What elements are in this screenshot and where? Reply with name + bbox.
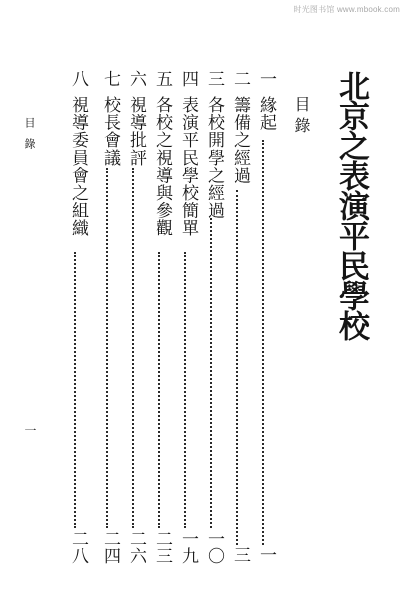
dot-leader [210, 218, 212, 528]
entry-number: 八 [68, 70, 88, 87]
entry-page-number: 二八 [68, 530, 88, 564]
entry-number: 五 [152, 70, 172, 87]
dot-leader [236, 190, 238, 545]
entry-label: 各校之視導與參觀 [152, 96, 172, 237]
entry-page-number: 一〇 [204, 530, 224, 564]
entry-page-number: 二四 [100, 530, 120, 564]
book-title: 北京之表演平民學校 [333, 70, 369, 340]
entry-label: 表演平民學校簡單 [178, 96, 198, 237]
folio-page-number: 一 [23, 424, 37, 436]
entry-number: 六 [126, 70, 146, 87]
dot-leader [184, 252, 186, 528]
entry-number: 三 [204, 70, 224, 87]
toc-heading: 目錄 [292, 96, 311, 138]
entry-page-number: 二三 [152, 530, 172, 564]
entry-page-number: 三 [230, 546, 250, 563]
dot-leader [106, 168, 108, 528]
dot-leader [132, 168, 134, 528]
entry-number: 四 [178, 70, 198, 87]
toc-entry [200, 70, 224, 564]
toc-entry [174, 70, 198, 564]
entry-page-number: 一 [256, 546, 276, 563]
dot-leader [262, 140, 264, 545]
entry-label: 視導委員會之組織 [68, 96, 88, 237]
toc-entry [252, 70, 276, 563]
entry-label: 緣起 [256, 96, 276, 132]
running-head: 目錄 [23, 117, 36, 159]
toc-entry [226, 70, 250, 563]
entry-page-number: 二六 [126, 530, 146, 564]
watermark: 时光图书馆 www.mbook.com [293, 5, 400, 14]
toc-entry [148, 70, 172, 564]
entry-number: 二 [230, 70, 250, 87]
dot-leader [74, 252, 76, 528]
toc-entry [96, 70, 120, 564]
entry-page-number: 一九 [178, 530, 198, 564]
entry-number: 一 [256, 70, 276, 87]
toc-entry [64, 70, 88, 564]
entry-number: 七 [100, 70, 120, 87]
entry-label: 各校開學之經過 [204, 96, 224, 220]
entry-label: 視導批評 [126, 96, 146, 167]
entry-label: 籌備之經過 [230, 96, 250, 184]
entry-label: 校長會議 [100, 96, 120, 167]
dot-leader [158, 252, 160, 528]
toc-entry [122, 70, 146, 564]
